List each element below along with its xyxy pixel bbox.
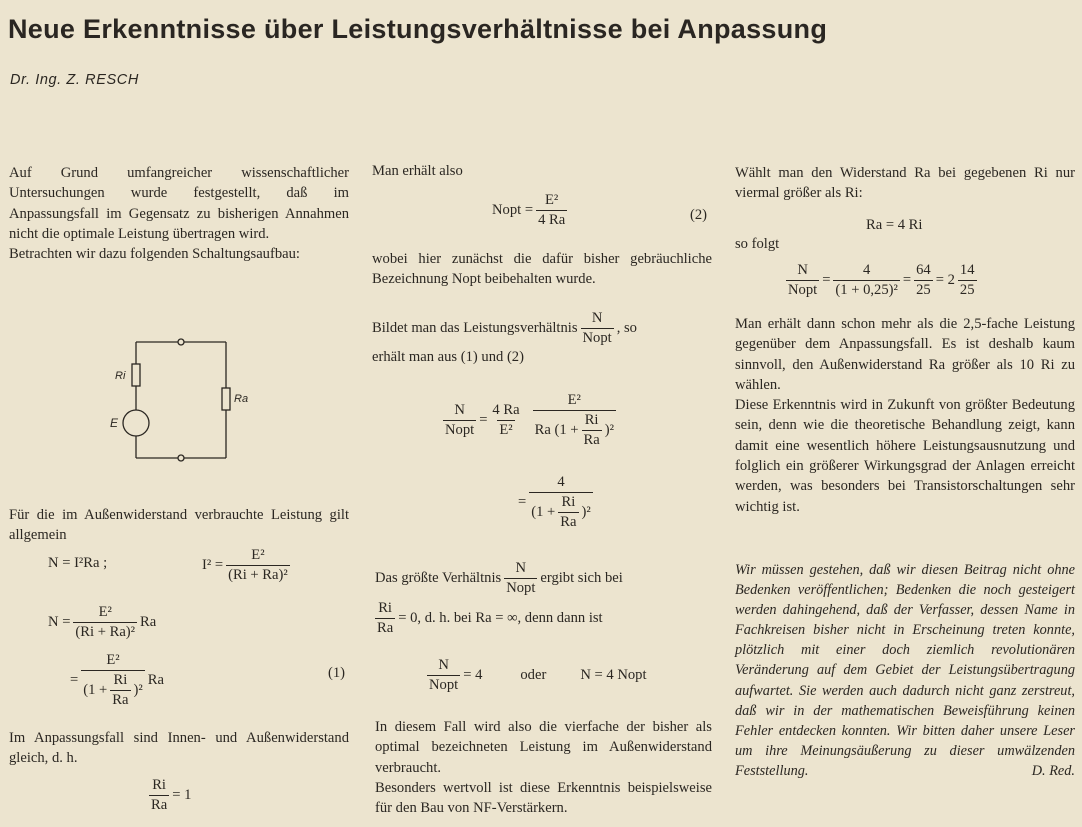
eq-four-oder: oder [520,667,547,683]
verhaeltnis-fraction [581,310,614,347]
eq3-den-close: )² [133,682,143,698]
equation-ratio-example [783,262,980,299]
ri-ra-zero-den: Ra [377,620,394,636]
eq-ratio-f1-den: E² [499,422,513,438]
eq2-den: (Ri + Ra)² [75,624,136,640]
label-ra: Ra [234,393,249,405]
editor-note [735,560,1075,781]
ex-f2-den: 25 [916,282,931,298]
paragraph-conclusion [735,314,1075,517]
eq-simpl-den [529,492,593,531]
paragraph-verhaeltnis [372,310,637,347]
eq-simpl-num: 4 [557,474,565,490]
ex-f3 [958,262,977,299]
eq4-fraction [149,777,169,814]
editor-signature: D. Red. [1031,762,1075,779]
label-ri: Ri [115,370,126,382]
eq3-inner-den: Ra [112,692,129,708]
eq2-num: E² [98,604,112,620]
eq-four-den: Nopt [429,677,459,693]
eq-simpl-inner [558,494,578,531]
equation-number-1: (1) [328,665,346,681]
eq3-den [81,670,145,709]
eq-i2-num: E² [251,547,265,563]
eq-ratio-lhs [443,402,476,439]
groesste-text-a: Das größte Verhältnis [375,570,502,586]
ri-ra-zero-fraction [375,600,395,637]
ex-lhs-num: N [797,262,808,278]
paragraph-bezeichnung [372,249,712,290]
eq-ratio-f1-num: 4 Ra [492,402,520,418]
eq3-den-open: (1 + [83,682,108,698]
eq3-fraction [81,652,145,709]
verhaeltnis-text-a: Bildet man das Leistungsverhältnis [372,320,578,336]
equation-ra-4ri: Ra = 4 Ri [866,217,923,233]
eq-ratio-f2-den [533,410,616,449]
eq-four-rhs: = 4 [463,667,483,683]
paragraph-circuit-intro: Betrachten wir dazu folgenden Schaltungsaufbau: [9,246,300,263]
eq-simpl-den-open: (1 + [531,504,556,520]
groesste-den: Nopt [506,580,536,596]
eq-four-alt: N = 4 Nopt [580,667,647,683]
eq-nopt-den: 4 Ra [538,212,566,228]
author-byline: Dr. Ing. Z. RESCH [10,72,139,88]
editor-note-text: Wir müssen gestehen, daß wir diesen Beitrag nicht ohne Bedenken veröffentlichen; Bedenken die noch gesteigert werden dahingehend, daß der Verfasser, dessen Name in Fachkreisen bisher nicht in Erscheinung treten konnte, plötzlich mit einer doch ziemlich revolutionären Veränderung auf dem Gebiet der Leistungsübertragung aufwartet. Sie werden auch dadurch nicht ganz zerstreut, daß wir in der mathematischen Beweisführung keinen Fehler entdecken konnten. Wir bitten daher unsere Leser um ihre Meinungsäußerung zu dieser umwälzenden Feststellung. [735,562,1075,779]
editor-note-paragraph [735,560,1075,781]
paragraph-power [9,505,349,546]
eq3-tail: Ra [147,672,164,688]
eq-ratio-f2-num: E² [567,392,581,408]
ex-f3-den: 25 [959,282,975,298]
ri-ra-zero-text: = 0, d. h. bei Ra = ∞, denn dann ist [398,610,603,626]
equation-ri-ra-one [146,777,191,814]
eq-i2-den: (Ri + Ra)² [228,567,288,583]
paragraph-matching-text: Im Anpassungsfall sind Innen- und Außenwiderstand gleich, d. h. [9,730,349,767]
paragraph-intro: Auf Grund umfangreicher wissenschaftlicher Untersuchungen wurde festgestellt, daß im Anpassungsfall im Gegensatz zu bisherigen Annahmen nicht die optimale Leistung übertragen wird. [9,165,349,242]
eq2-tail: Ra [140,614,157,630]
eq-four-fraction [427,657,460,694]
groesste-fraction [504,560,537,597]
verhaeltnis-num: N [591,310,603,326]
ex-f2-num: 64 [916,262,931,278]
equation-ratio [440,392,619,449]
eq-ratio-equals: = [479,412,488,428]
paragraph-waehlt [735,163,1075,204]
equation-n-i2r [48,555,107,572]
ex-f3-num: 14 [959,262,975,278]
column-1 [9,163,349,264]
label-e: E [110,416,119,430]
paragraph-waehlt-text: Wählt man den Widerstand Ra bei gegebenen Ri nur viermal größer als Ri: [735,165,1075,202]
equation-nopt [492,192,570,229]
eq-nopt-fraction [536,192,567,229]
paragraph-groesste [375,560,623,597]
paragraph-vierfache-text: In diesem Fall wird also die vierfache der bisher als optimal bezeichneten Leistung im Außenwiderstand verbraucht. [375,719,712,776]
ex-lhs [786,262,819,299]
eq-ratio-f2-inner-num: Ri [584,412,599,428]
eq-four-num: N [438,657,449,673]
eq-nopt-num: E² [545,192,559,208]
eq-ratio-f1 [490,402,521,439]
eq-nopt-lhs: Nopt = [492,202,534,218]
ri-ra-zero-num: Ri [378,600,392,616]
ex-eq2: = [902,272,912,288]
ex-f1-num: 4 [863,262,871,278]
paragraph-matching [9,728,349,769]
eq3-num: E² [106,652,120,668]
equation-number-2: (2) [690,207,708,223]
eq2-fraction [73,604,137,641]
eq-ratio-f2-den-open: Ra (1 + [534,422,579,438]
eq4-rhs: = 1 [172,787,192,803]
groesste-num: N [515,560,527,576]
article-title: Neue Erkenntnisse über Leistungsverhältnisse bei Anpassung [8,14,828,44]
circuit-diagram [105,330,255,465]
eq-ratio-f2 [533,392,616,449]
eq-i2-fraction [226,547,290,584]
equation-ratio-simplified [518,474,596,531]
groesste-text-b: ergibt sich bei [540,570,623,586]
eq2-lhs: N = [48,614,71,630]
eq4-den: Ra [151,797,168,813]
eq-simpl-inner-num: Ri [561,494,576,510]
paragraph-nf-verstaerker: Besonders wertvoll ist diese Erkenntnis beispielsweise für den Bau von NF-Verstärkern. [375,779,712,817]
eq3-inner-fraction [110,672,130,709]
paragraph-bedeutung: Diese Erkenntnis wird in Zukunft von größter Bedeutung sein, denn wie die theoretische Behandlung zeigt, kann damit eine wesentlich höhere Leistungsausnutzung und folglich ein größerer Wirkungsgrad der Anlagen erreicht werden, was besonders bei Transistorschaltungen sehr wichtig ist. [735,397,1075,515]
eq-ratio-lhs-num: N [454,402,465,418]
paragraph-power-text: Für die im Außenwiderstand verbrauchte Leistung gilt allgemein [9,507,349,544]
ex-f1-den: (1 + 0,25)² [835,282,898,298]
eq-ratio-f2-den-close: )² [604,422,614,438]
equation-n-normalized [70,652,164,709]
equation-n-full [48,604,156,641]
paragraph-bezeichnung-text: wobei hier zunächst die dafür bisher gebräuchliche Bezeichnung Nopt beibehalten wurde. [372,251,712,288]
equation-four [424,657,647,694]
ex-lhs-den: Nopt [788,282,818,298]
eq-simpl-fraction [529,474,593,531]
ex-f1 [833,262,899,299]
eq-ratio-lhs-den: Nopt [445,422,475,438]
eq-n-text: N = I²Ra ; [48,555,108,571]
eq-simpl-equals: = [518,494,527,510]
eq3-inner-num: Ri [113,672,128,688]
eq-i2-lhs: I² = [202,557,224,573]
paragraph-vierfache [375,717,712,818]
ex-f2 [914,262,933,299]
eq3-lhs: = [70,672,79,688]
verhaeltnis-text-b: , so [616,320,637,336]
verhaeltnis-den: Nopt [582,330,612,346]
eq4-num: Ri [152,777,166,793]
eq-simpl-inner-den: Ra [560,514,577,530]
equation-i-squared [202,547,293,584]
ex-eq1: = [822,272,831,288]
eq-simpl-den-close: )² [581,504,591,520]
eq-ratio-f2-inner [582,412,602,449]
paragraph-2-5-fache: Man erhält dann schon mehr als die 2,5-fache Leistung gegenüber dem Anpassungsfall. Es ist deshalb kaum sinnvoll, den Außenwiderstand Ra größer als 10 Ri zu wählen. [735,316,1075,393]
paragraph-man-erhaelt: Man erhält also [372,163,463,179]
paragraph-so-folgt: so folgt [735,236,780,252]
ex-eq3: = 2 [935,272,955,288]
eq-ratio-f2-inner-den: Ra [583,432,600,448]
paragraph-aus-1-2: erhält man aus (1) und (2) [372,349,524,365]
paragraph-ri-ra-zero [372,600,603,637]
